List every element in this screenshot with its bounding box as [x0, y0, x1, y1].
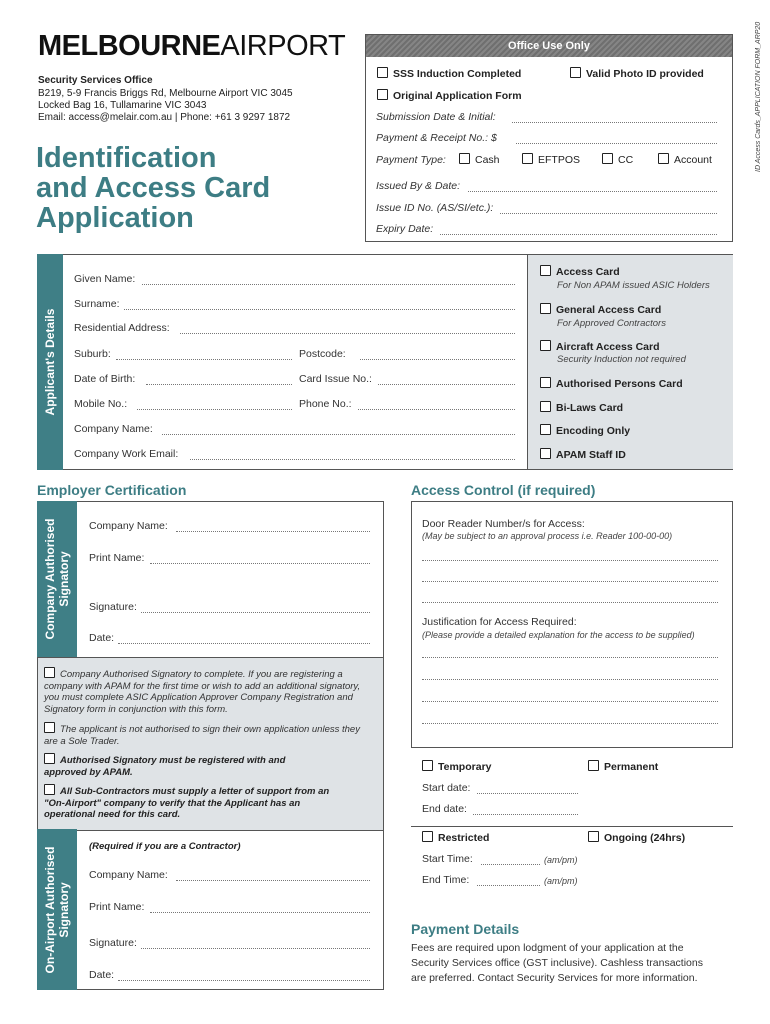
justification-line-1[interactable]: [422, 657, 718, 658]
suburb-field[interactable]: [116, 359, 292, 360]
onair-company-field[interactable]: [176, 880, 370, 881]
issued-by-field[interactable]: [468, 191, 717, 192]
justification-label: Justification for Access Required:: [422, 616, 577, 628]
postcode-field[interactable]: [360, 359, 515, 360]
checkbox-icon: [44, 753, 55, 764]
surname-label: Surname:: [74, 298, 120, 310]
start-time-ampm: (am/pm): [544, 855, 578, 865]
checkbox-icon: [602, 153, 613, 164]
employer-print-field[interactable]: [150, 563, 370, 564]
onair-company-label: Company Name:: [89, 869, 168, 881]
aircraft-access-sub: Security Induction not required: [557, 354, 686, 365]
checkbox-icon: [588, 760, 599, 771]
checkbox-icon: [540, 448, 551, 459]
employer-signature-field[interactable]: [141, 612, 370, 613]
ongoing-checkbox[interactable]: Ongoing (24hrs): [588, 831, 685, 844]
expiry-label: Expiry Date:: [376, 223, 434, 235]
submission-field[interactable]: [512, 122, 717, 123]
address-line-2: Locked Bag 16, Tullamarine VIC 3043: [38, 100, 207, 111]
payment-heading: Payment Details: [411, 921, 520, 937]
issue-id-field[interactable]: [500, 213, 717, 214]
employer-note-2: The applicant is not authorised to sign their own application unless they are a Sole Trader.: [44, 724, 360, 747]
melbourne-airport-logo: MELBOURNEAIRPORT: [38, 30, 346, 62]
applicant-tab: Applicant's Details: [37, 254, 63, 470]
start-time-label: Start Time:: [422, 853, 473, 865]
postcode-label: Postcode:: [299, 348, 346, 360]
checkbox-icon: [540, 340, 551, 351]
phone-field[interactable]: [358, 409, 515, 410]
dob-label: Date of Birth:: [74, 373, 136, 385]
valid-photo-checkbox[interactable]: Valid Photo ID provided: [570, 67, 704, 80]
apam-staff-checkbox[interactable]: APAM Staff ID: [540, 448, 626, 461]
submission-label: Submission Date & Initial:: [376, 111, 496, 123]
access-card-sub: For Non APAM issued ASIC Holders: [557, 280, 710, 291]
residential-field[interactable]: [180, 333, 515, 334]
checkbox-icon: [658, 153, 669, 164]
checkbox-icon: [588, 831, 599, 842]
onair-date-field[interactable]: [118, 980, 370, 981]
general-access-checkbox[interactable]: General Access Card: [540, 303, 661, 316]
checkbox-icon: [377, 89, 388, 100]
checkbox-icon: [540, 303, 551, 314]
access-card-checkbox[interactable]: Access Card: [540, 265, 620, 278]
employer-signature-label: Signature:: [89, 601, 137, 613]
pay-cc-checkbox[interactable]: CC: [602, 153, 633, 166]
justification-sub: (Please provide a detailed explanation for the access to be supplied): [422, 630, 695, 640]
start-date-field[interactable]: [477, 793, 578, 794]
company-email-field[interactable]: [190, 459, 515, 460]
checkbox-icon: [44, 784, 55, 795]
end-time-ampm: (am/pm): [544, 876, 578, 886]
given-name-field[interactable]: [142, 284, 515, 285]
employer-date-field[interactable]: [118, 643, 370, 644]
payment-text: Fees are required upon lodgment of your application at the Security Services office (GST inclusive). Cashless transactions are preferred. Contact Security Services for more information.: [411, 942, 703, 984]
company-label: Company Name:: [74, 423, 153, 435]
company-field[interactable]: [162, 434, 515, 435]
mobile-label: Mobile No.:: [74, 398, 128, 410]
issue-id-label: Issue ID No. (AS/SI/etc.):: [376, 202, 494, 214]
general-access-sub: For Approved Contractors: [557, 318, 666, 329]
end-date-label: End date:: [422, 803, 467, 815]
employer-heading: Employer Certification: [37, 482, 187, 498]
end-time-label: End Time:: [422, 874, 470, 886]
door-reader-line-1[interactable]: [422, 560, 718, 561]
start-time-field[interactable]: [481, 864, 540, 865]
employer-note-1: Company Authorised Signatory to complete. If you are registering a company with APAM for the first time or wish to add an additional signatory, you must complete ASIC Application Approver Company Registration and Signatory form in conjunction with this form.: [44, 669, 361, 715]
suburb-label: Suburb:: [74, 348, 111, 360]
payment-type-label: Payment Type:: [376, 154, 446, 166]
employer-note-4: All Sub-Contractors must supply a letter of support from an "On-Airport" company to verify that the Applicant has an operational need for this card.: [44, 786, 330, 820]
employer-date-label: Date:: [89, 632, 115, 644]
dob-field[interactable]: [146, 384, 292, 385]
onair-date-label: Date:: [89, 969, 115, 981]
office-name: Security Services Office: [38, 75, 153, 86]
address-line-1: B219, 5-9 Francis Briggs Rd, Melbourne Airport VIC 3045: [38, 88, 293, 99]
access-divider: [411, 826, 733, 827]
justification-line-2[interactable]: [422, 679, 718, 680]
checkbox-icon: [540, 424, 551, 435]
given-name-label: Given Name:: [74, 273, 136, 285]
end-date-field[interactable]: [473, 814, 578, 815]
checkbox-icon: [377, 67, 388, 78]
pay-cash-checkbox[interactable]: Cash: [459, 153, 500, 166]
payment-receipt-field[interactable]: [516, 143, 717, 144]
permanent-checkbox[interactable]: Permanent: [588, 760, 658, 773]
mobile-field[interactable]: [137, 409, 292, 410]
checkbox-icon: [540, 265, 551, 276]
on-airport-signatory-tab: On-Airport Authorised Signatory: [37, 829, 77, 990]
payment-receipt-label: Payment & Receipt No.: $: [376, 132, 497, 144]
restricted-checkbox[interactable]: Restricted: [422, 831, 489, 844]
sss-induction-checkbox[interactable]: SSS Induction Completed: [377, 67, 521, 80]
justification-line-3[interactable]: [422, 701, 718, 702]
start-date-label: Start date:: [422, 782, 471, 794]
access-control-heading: Access Control (if required): [411, 482, 596, 498]
employer-note-3: Authorised Signatory must be registered with and approved by APAM.: [44, 755, 286, 778]
temporary-checkbox[interactable]: Temporary: [422, 760, 492, 773]
door-reader-label: Door Reader Number/s for Access:: [422, 518, 585, 530]
checkbox-icon: [570, 67, 581, 78]
bilaws-checkbox[interactable]: Bi-Laws Card: [540, 401, 623, 414]
pay-eftpos-checkbox[interactable]: EFTPOS: [522, 153, 580, 166]
pay-account-checkbox[interactable]: Account: [658, 153, 712, 166]
employer-company-field[interactable]: [176, 531, 370, 532]
contact-line: Email: access@melair.com.au | Phone: +61 3 9297 1872: [38, 112, 291, 123]
checkbox-icon: [540, 377, 551, 388]
issued-by-label: Issued By & Date:: [376, 180, 461, 192]
door-reader-line-2[interactable]: [422, 581, 718, 582]
original-form-checkbox[interactable]: Original Application Form: [377, 89, 522, 102]
company-email-label: Company Work Email:: [74, 448, 179, 460]
employer-print-label: Print Name:: [89, 552, 145, 564]
checkbox-icon: [422, 760, 433, 771]
checkbox-icon: [44, 722, 55, 733]
aircraft-access-checkbox[interactable]: Aircraft Access Card: [540, 340, 660, 353]
onair-signature-label: Signature:: [89, 937, 137, 949]
expiry-field[interactable]: [440, 234, 717, 235]
door-reader-sub: (May be subject to an approval process i.e. Reader 100-00-00): [422, 531, 673, 541]
company-signatory-tab: Company Authorised Signatory: [37, 501, 77, 657]
onair-signature-field[interactable]: [141, 948, 370, 949]
onair-required-note: (Required if you are a Contractor): [89, 841, 241, 852]
checkbox-icon: [459, 153, 470, 164]
encoding-checkbox[interactable]: Encoding Only: [540, 424, 630, 437]
card-issue-label: Card Issue No.:: [299, 373, 372, 385]
surname-field[interactable]: [124, 309, 515, 310]
page-title: Identification and Access Card Application: [36, 142, 271, 234]
office-use-heading: Office Use Only: [366, 35, 732, 57]
form-code: ID Access Cards_APPLICATION FORM_ARP20: [755, 21, 762, 172]
checkbox-icon: [540, 401, 551, 412]
onair-print-label: Print Name:: [89, 901, 145, 913]
onair-print-field[interactable]: [150, 912, 370, 913]
checkbox-icon: [422, 831, 433, 842]
checkbox-icon: [522, 153, 533, 164]
employer-company-label: Company Name:: [89, 520, 168, 532]
end-time-field[interactable]: [477, 885, 540, 886]
authorised-persons-checkbox[interactable]: Authorised Persons Card: [540, 377, 683, 390]
justification-line-4[interactable]: [422, 723, 718, 724]
residential-label: Residential Address:: [74, 322, 170, 334]
checkbox-icon: [44, 667, 55, 678]
phone-label: Phone No.:: [299, 398, 352, 410]
card-issue-field[interactable]: [378, 384, 515, 385]
door-reader-line-3[interactable]: [422, 602, 718, 603]
